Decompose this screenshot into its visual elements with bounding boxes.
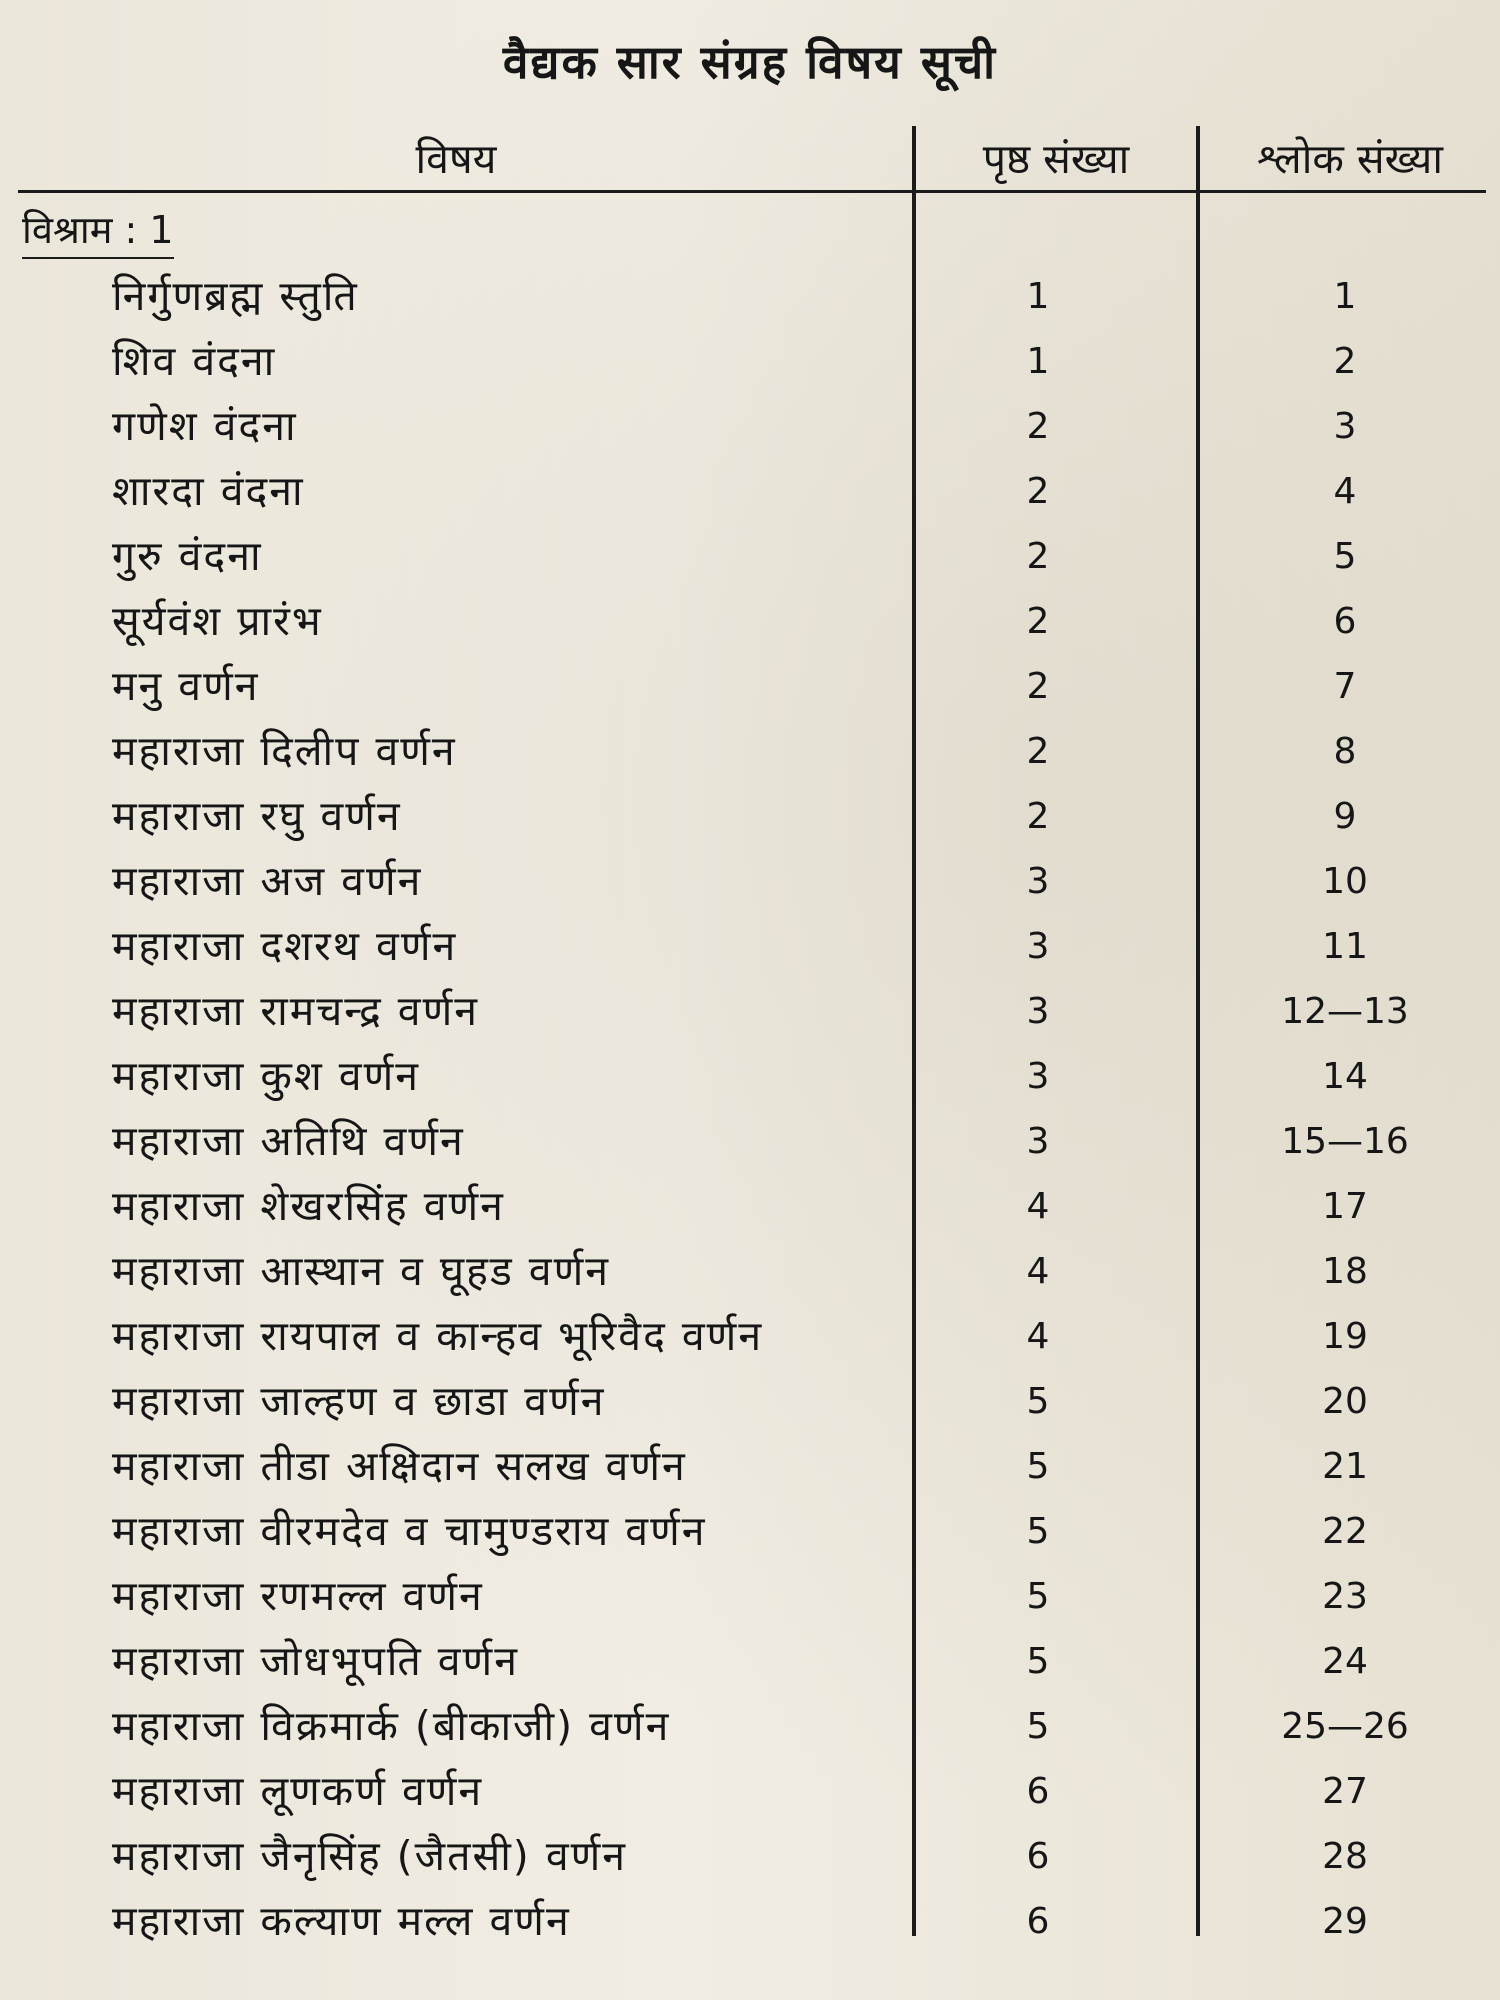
row-shloka-number: 28 <box>1322 1836 1368 1877</box>
row-subject: महाराजा जैनृसिंह (जैतसी) वर्णन <box>112 1832 628 1880</box>
row-shloka-number: 8 <box>1333 731 1357 772</box>
row-subject: महाराजा दशरथ वर्णन <box>112 922 458 970</box>
row-page-number: 3 <box>1026 1121 1050 1162</box>
row-shloka-number: 15—16 <box>1281 1121 1409 1162</box>
row-shloka-number: 22 <box>1322 1511 1368 1552</box>
row-subject: महाराजा दिलीप वर्णन <box>112 727 457 775</box>
row-page-number: 2 <box>1026 471 1050 512</box>
row-page-number: 1 <box>1026 276 1050 317</box>
table-row <box>0 654 1500 719</box>
table-row <box>0 394 1500 459</box>
table-row <box>0 1499 1500 1564</box>
row-subject: महाराजा तीडा अक्षिदान सलख वर्णन <box>112 1442 687 1490</box>
row-page-number: 3 <box>1026 1056 1050 1097</box>
row-subject: महाराजा जाल्हण व छाडा वर्णन <box>112 1377 606 1425</box>
table-row <box>0 1239 1500 1304</box>
table-row <box>0 979 1500 1044</box>
row-shloka-number: 6 <box>1333 601 1357 642</box>
row-page-number: 3 <box>1026 861 1050 902</box>
row-subject: महाराजा रामचन्द्र वर्णन <box>112 987 479 1035</box>
row-page-number: 5 <box>1026 1446 1050 1487</box>
row-page-number: 6 <box>1026 1836 1050 1877</box>
table-row <box>0 1174 1500 1239</box>
row-shloka-number: 21 <box>1322 1446 1368 1487</box>
table-row <box>0 914 1500 979</box>
row-shloka-number: 3 <box>1333 406 1357 447</box>
row-shloka-number: 9 <box>1333 796 1357 837</box>
row-shloka-number: 20 <box>1322 1381 1368 1422</box>
row-shloka-number: 27 <box>1322 1771 1368 1812</box>
row-subject: निर्गुणब्रह्म स्तुति <box>112 272 359 320</box>
row-shloka-number: 2 <box>1333 341 1357 382</box>
row-subject: गणेश वंदना <box>112 402 298 450</box>
table-row <box>0 264 1500 329</box>
row-subject: गुरु वंदना <box>112 532 263 580</box>
row-subject: शिव वंदना <box>112 337 277 385</box>
row-page-number: 4 <box>1026 1316 1050 1357</box>
row-subject: मनु वर्णन <box>112 662 260 710</box>
row-subject: महाराजा कुश वर्णन <box>112 1052 420 1100</box>
row-page-number: 5 <box>1026 1641 1050 1682</box>
row-subject: सूर्यवंश प्रारंभ <box>112 597 323 645</box>
row-page-number: 3 <box>1026 926 1050 967</box>
table-row <box>0 784 1500 849</box>
table-row <box>0 524 1500 589</box>
row-page-number: 5 <box>1026 1511 1050 1552</box>
row-page-number: 2 <box>1026 666 1050 707</box>
table-row <box>0 1824 1500 1889</box>
header-divider <box>18 190 1486 193</box>
row-page-number: 2 <box>1026 406 1050 447</box>
table-row <box>0 1694 1500 1759</box>
row-shloka-number: 24 <box>1322 1641 1368 1682</box>
row-page-number: 4 <box>1026 1186 1050 1227</box>
row-shloka-number: 12—13 <box>1281 991 1409 1032</box>
table-row <box>0 1044 1500 1109</box>
row-subject: महाराजा रघु वर्णन <box>112 792 402 840</box>
toc-table-body <box>0 264 1500 1954</box>
row-subject: महाराजा कल्याण मल्ल वर्णन <box>112 1897 571 1945</box>
table-row <box>0 589 1500 654</box>
table-row <box>0 1109 1500 1174</box>
row-shloka-number: 4 <box>1333 471 1357 512</box>
row-shloka-number: 23 <box>1322 1576 1368 1617</box>
row-subject: महाराजा रणमल्ल वर्णन <box>112 1572 484 1620</box>
table-row <box>0 719 1500 784</box>
row-page-number: 5 <box>1026 1381 1050 1422</box>
row-subject: महाराजा अतिथि वर्णन <box>112 1117 465 1165</box>
row-shloka-number: 11 <box>1322 926 1368 967</box>
table-row <box>0 1889 1500 1954</box>
row-shloka-number: 18 <box>1322 1251 1368 1292</box>
row-page-number: 2 <box>1026 536 1050 577</box>
row-shloka-number: 19 <box>1322 1316 1368 1357</box>
row-shloka-number: 1 <box>1333 276 1357 317</box>
table-row <box>0 1434 1500 1499</box>
table-row <box>0 1564 1500 1629</box>
row-subject: महाराजा विक्रमार्क (बीकाजी) वर्णन <box>112 1702 671 1750</box>
column-header-subject: विषय <box>415 135 497 183</box>
table-row <box>0 459 1500 524</box>
row-shloka-number: 17 <box>1322 1186 1368 1227</box>
column-header-page-count: पृष्ठ संख्या <box>982 135 1130 183</box>
row-shloka-number: 10 <box>1322 861 1368 902</box>
row-page-number: 4 <box>1026 1251 1050 1292</box>
row-page-number: 6 <box>1026 1771 1050 1812</box>
table-row <box>0 1629 1500 1694</box>
row-shloka-number: 7 <box>1333 666 1357 707</box>
row-subject: महाराजा रायपाल व कान्हव भूरिवैद वर्णन <box>112 1312 764 1360</box>
row-subject: महाराजा लूणकर्ण वर्णन <box>112 1767 484 1815</box>
table-row <box>0 1759 1500 1824</box>
row-shloka-number: 25—26 <box>1281 1706 1409 1747</box>
row-shloka-number: 29 <box>1322 1901 1368 1942</box>
row-shloka-number: 5 <box>1333 536 1357 577</box>
column-header-shloka-count: श्लोक संख्या <box>1257 135 1443 183</box>
table-row <box>0 849 1500 914</box>
row-page-number: 1 <box>1026 341 1050 382</box>
table-row <box>0 329 1500 394</box>
row-page-number: 2 <box>1026 601 1050 642</box>
row-subject: महाराजा शेखरसिंह वर्णन <box>112 1182 505 1230</box>
row-page-number: 5 <box>1026 1706 1050 1747</box>
row-subject: महाराजा आस्थान व घूहड वर्णन <box>112 1247 610 1295</box>
row-subject: महाराजा वीरमदेव व चामुण्डराय वर्णन <box>112 1507 707 1555</box>
row-subject: महाराजा जोधभूपति वर्णन <box>112 1637 519 1685</box>
section-label: विश्राम : 1 <box>22 203 174 259</box>
row-page-number: 2 <box>1026 796 1050 837</box>
row-subject: महाराजा अज वर्णन <box>112 857 423 905</box>
row-page-number: 5 <box>1026 1576 1050 1617</box>
row-page-number: 6 <box>1026 1901 1050 1942</box>
row-page-number: 2 <box>1026 731 1050 772</box>
row-page-number: 3 <box>1026 991 1050 1032</box>
table-row <box>0 1369 1500 1434</box>
table-row <box>0 1304 1500 1369</box>
row-subject: शारदा वंदना <box>112 467 305 515</box>
page-title: वैद्यक सार संग्रह विषय सूची <box>502 35 998 89</box>
row-shloka-number: 14 <box>1322 1056 1368 1097</box>
